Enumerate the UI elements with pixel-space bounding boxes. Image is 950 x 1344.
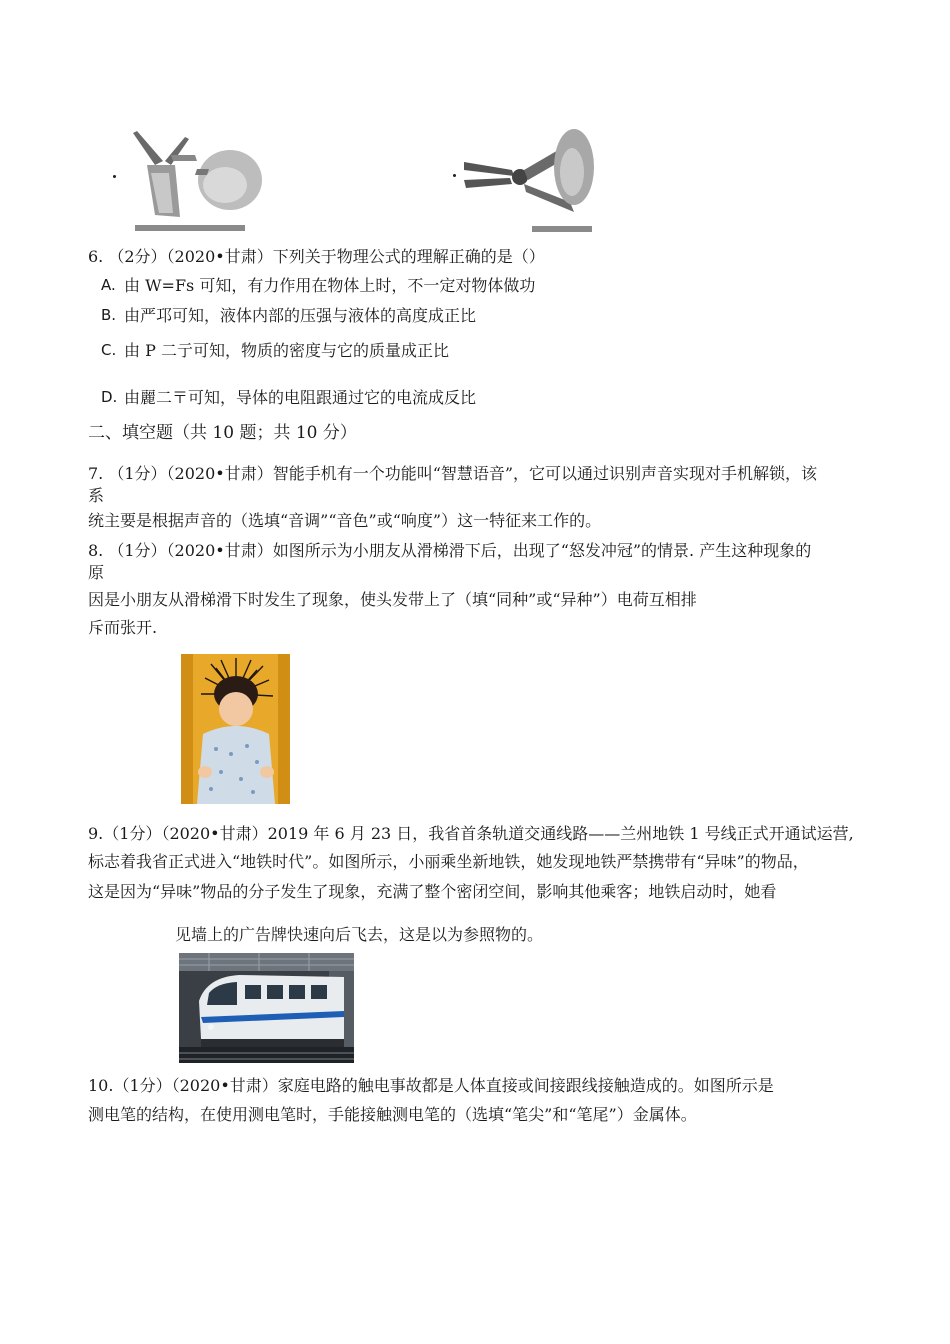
image-marker-dot [453,174,456,177]
question-8-line-4: 斥而张开. [88,618,158,637]
question-9-line-1: 9.（1分）（2020•甘肃）2019 年 6 月 23 日，我省首条轨道交通线路——兰州地铁 1 号线正式开通试运营, [88,824,854,843]
question-10-line-2: 测电笔的结构，在使用测电笔时，手能接触测电笔的（选填“笔尖”和“笔尾”）金属体。 [88,1105,697,1124]
question-7-line-2: 系 [88,486,105,505]
image-marker-dot [113,175,116,178]
question-8-line-2: 原 [88,563,105,582]
q6-option-a-text: 由 W=Fs 可知，有力作用在物体上时，不一定对物体做功 [124,276,536,295]
pliers-photo-left [125,125,265,235]
q6-option-c-letter: C. [101,341,117,359]
question-9-line-3: 这是因为“异味”物品的分子发生了现象，充满了整个密闭空间，影响其他乘客；地铁启动时，她看 [88,882,777,901]
question-8-line-1: 8. （1分）（2020•甘肃）如图所示为小朋友从滑梯滑下后，出现了“怒发冲冠”的情景. 产生这种现象的 [88,541,812,560]
q6-option-b-letter: B. [101,306,117,324]
metro-train-photo [179,953,354,1063]
child-static-hair-photo [181,654,290,804]
question-9-line-2: 标志着我省正式进入“地铁时代”。如图所示，小丽乘坐新地铁，她发现地铁严禁携带有“异味”的物品， [88,852,809,871]
q6-option-d-letter: D. [101,388,118,406]
question-6-stem: 6. （2分）（2020•甘肃）下列关于物理公式的理解正确的是（） [88,247,545,266]
q6-option-b-text: 由严邛可知，液体内部的压强与液体的高度成正比 [124,306,477,325]
q6-option-c-text: 由 P 二亍可知，物质的密度与它的质量成正比 [124,341,449,360]
q6-option-a-letter: A. [101,276,116,294]
pliers-photo-right [462,122,594,234]
question-7-line-3: 统主要是根据声音的（选填“音调”“音色”或“响度”）这一特征来工作的。 [88,511,602,530]
question-10-line-1: 10.（1分）（2020•甘肃）家庭电路的触电事故都是人体直接或间接跟线接触造成的。如图所示是 [88,1076,774,1095]
section-2-title: 二、填空题（共 10 题；共 10 分） [88,423,357,443]
question-8-line-3: 因是小朋友从滑梯滑下时发生了现象，使头发带上了（填“同种”或“异种”）电荷互相排 [88,590,697,609]
question-9-line-4: 见墙上的广告牌快速向后飞去，这是以为参照物的。 [175,925,544,944]
question-7-line-1: 7. （1分）（2020•甘肃）智能手机有一个功能叫“智慧语音”，它可以通过识别声音实现对手机解锁，该 [88,464,818,483]
q6-option-d-text: 由麗二〒可知，导体的电阻跟通过它的电流成反比 [124,388,477,407]
